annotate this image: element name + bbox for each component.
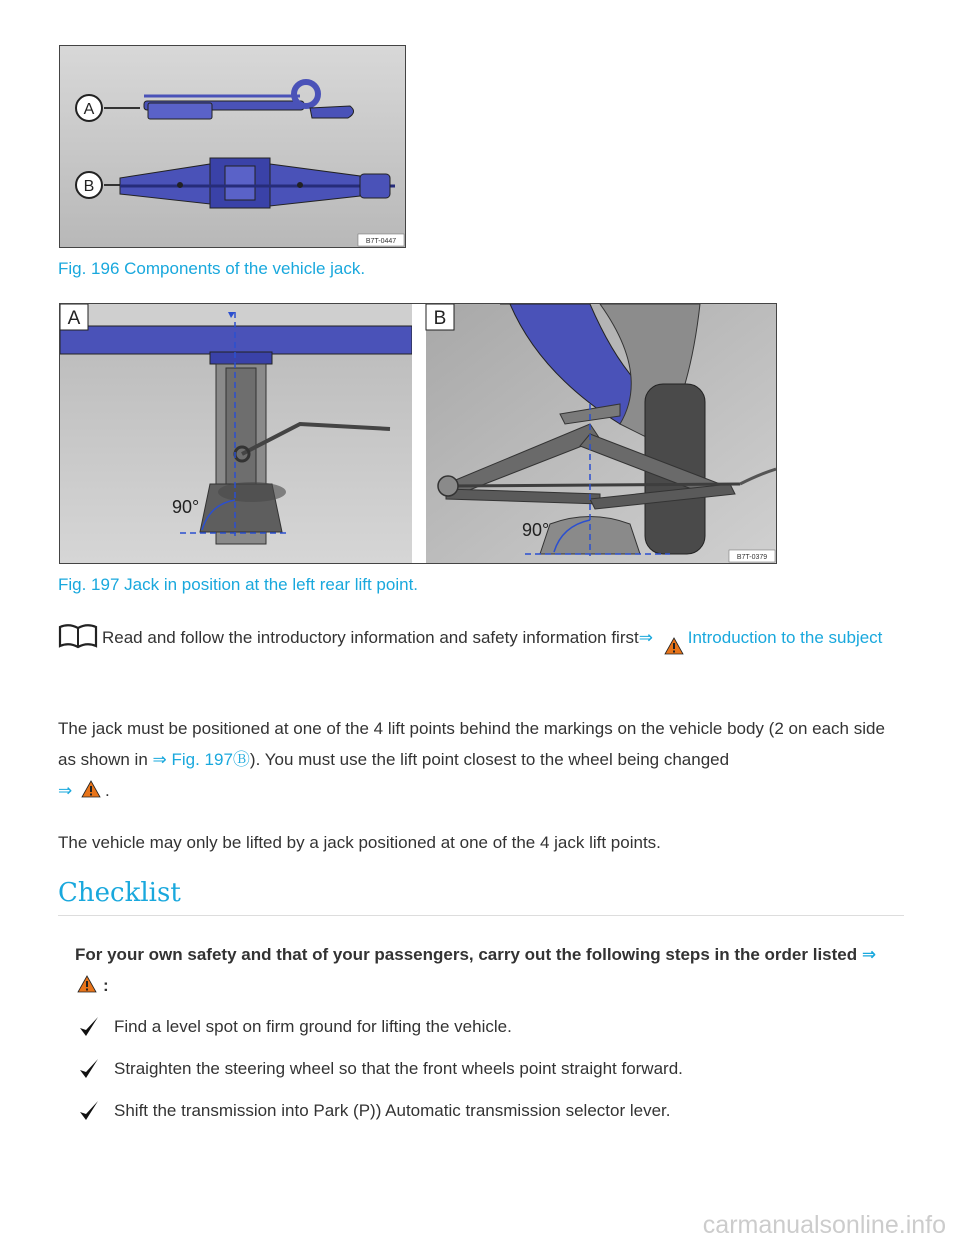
watermark: carmanualsonline.info: [702, 1211, 946, 1239]
paragraph1-before: The jack must be positioned at one of the 4 lift points behind the markings on the vehicle body (2 on each side as shown in: [58, 719, 885, 769]
figure-197-caption: Fig. 197 Jack in position at the left rear lift point.: [58, 575, 419, 594]
figure-196-image: [59, 45, 406, 248]
checklist-intro-text: For your own safety and that of your passengers, carry out the following steps in the order listed: [75, 945, 858, 964]
lift-point-paragraph: [58, 713, 903, 806]
jack-position-illustration: [60, 304, 776, 563]
intro-paragraph: [58, 622, 903, 655]
checklist-item: [78, 1055, 683, 1083]
checklist-intro: [75, 939, 895, 1001]
figure-196-code: B7T-0447: [365, 238, 397, 245]
panel-a-angle: 90°: [172, 497, 200, 517]
figure-196-caption: Fig. 196 Components of the vehicle jack.: [58, 259, 366, 278]
paragraph1-arrow[interactable]: ⇒: [58, 781, 73, 800]
checklist-item-text: Straighten the steering wheel so that the front wheels point straight forward.: [114, 1059, 683, 1078]
checklist-colon: :: [103, 976, 109, 995]
checkmark-icon: [78, 1099, 100, 1123]
warning-icon: [81, 780, 101, 798]
figure-197-code: B7T-0379: [736, 554, 768, 561]
checklist-item-text: Shift the transmission into Park (P)) Automatic transmission selector lever.: [114, 1101, 671, 1120]
panel-b-angle: 90°: [522, 520, 550, 540]
figure-197-link[interactable]: ⇒ Fig. 197: [152, 750, 233, 769]
callout-b-label: B: [83, 178, 95, 195]
checklist-item-text: Find a level spot on firm ground for lifting the vehicle.: [114, 1017, 512, 1036]
intro-text: Read and follow the introductory information and safety information first: [102, 628, 639, 647]
panel-b-label: B: [433, 308, 447, 329]
figure-197-link-suffix[interactable]: Ⓑ: [232, 750, 250, 769]
intro-link[interactable]: Introduction to the subject: [687, 628, 883, 647]
book-icon: [58, 623, 98, 649]
heading-divider: [58, 915, 904, 916]
checklist-arrow[interactable]: ⇒: [861, 945, 877, 964]
paragraph1-after: ). You must use the lift point closest to the wheel being changed: [249, 750, 730, 769]
checkmark-icon: [78, 1015, 100, 1039]
panel-a-label: A: [67, 308, 81, 329]
checklist-heading: Checklist: [58, 878, 181, 908]
paragraph1-end: .: [104, 781, 110, 800]
warning-icon: [664, 637, 684, 655]
checklist-item: [78, 1013, 512, 1041]
checklist-item: [78, 1097, 670, 1125]
warning-icon: [77, 975, 97, 993]
callout-a-label: A: [83, 101, 95, 118]
lift-only-paragraph: The vehicle may only be lifted by a jack positioned at one of the 4 jack lift points.: [58, 833, 661, 852]
figure-197-image: [59, 303, 777, 564]
intro-arrow[interactable]: ⇒: [638, 628, 653, 647]
checkmark-icon: [78, 1057, 100, 1081]
vehicle-jack-components-illustration: [60, 46, 405, 247]
